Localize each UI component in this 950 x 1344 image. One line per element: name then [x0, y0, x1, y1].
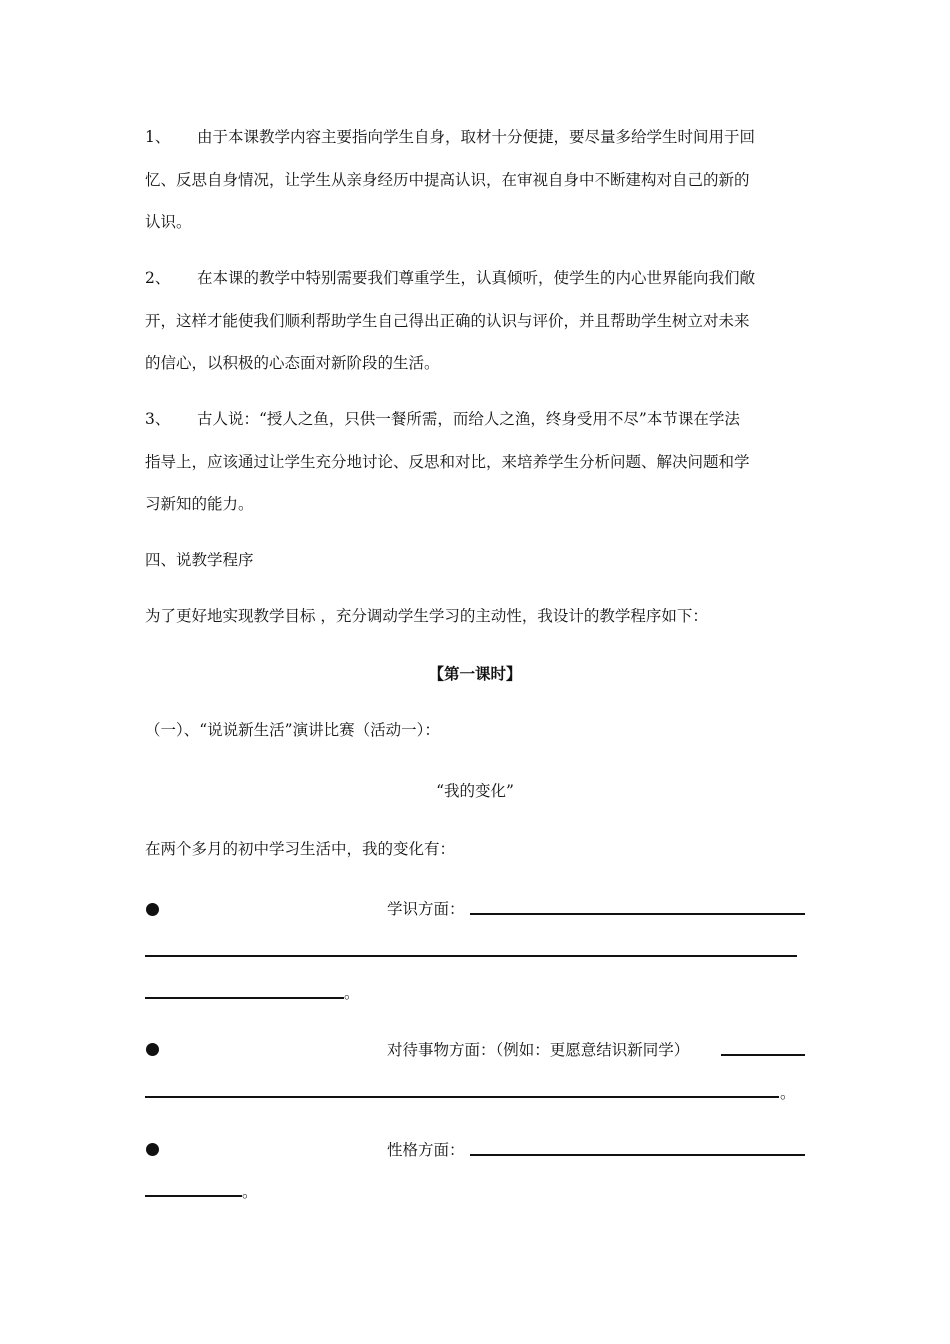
fill-blank-line[interactable]	[145, 1096, 779, 1098]
prompt-text: 在两个多月的初中学习生活中，我的变化有：	[145, 840, 456, 858]
item-1-number: 1、	[145, 128, 171, 146]
fill-blank-line[interactable]	[470, 913, 805, 915]
period-mark: 。	[780, 1084, 796, 1102]
item-2-line-3: 的信心，以积极的心态面对新阶段的生活。	[145, 354, 440, 372]
fill-blank-line[interactable]	[470, 1154, 805, 1156]
activity-heading: （一）、“说说新生活”演讲比赛（活动一）：	[145, 721, 440, 739]
bullet-label-attitude: 对待事物方面：（例如：更愿意结识新同学）	[387, 1041, 690, 1059]
period-mark: 。	[344, 984, 360, 1002]
intro-paragraph: 为了更好地实现教学目标 ，充分调动学生学习的主动性，我设计的教学程序如下：	[145, 607, 708, 625]
item-2-line-2: 开，这样才能使我们顺利帮助学生自己得出正确的认识与评价，并且帮助学生树立对未来	[145, 312, 750, 330]
item-3-line-2: 指导上，应该通过让学生充分地讨论、反思和对比，来培养学生分析问题、解决问题和学	[145, 453, 750, 471]
bullet-label-knowledge: 学识方面：	[387, 900, 465, 918]
fill-blank-line[interactable]	[721, 1054, 805, 1056]
period-mark: 。	[242, 1183, 258, 1201]
topic-title: “我的变化”	[436, 782, 514, 800]
item-1-line-1: 1、 由于本课教学内容主要指向学生自身，取材十分便捷，要尽量多给学生时间用于回	[145, 128, 756, 146]
bullet-dot-3	[146, 1143, 159, 1156]
bullet-label-personality: 性格方面：	[387, 1141, 465, 1159]
item-1-line-2: 忆、反思自身情况，让学生从亲身经历中提高认识，在审视自身中不断建构对自己的新的	[145, 171, 750, 189]
item-3-line-3: 习新知的能力。	[145, 495, 254, 513]
item-3-number: 3、	[145, 410, 171, 428]
bullet-dot-1	[146, 903, 159, 916]
section-heading: 四、说教学程序	[145, 551, 254, 569]
fill-blank-line[interactable]	[145, 955, 797, 957]
lesson-title: 【第一课时】	[428, 664, 522, 683]
item-1-line-3: 认识。	[145, 213, 192, 231]
fill-blank-line[interactable]	[145, 1195, 242, 1197]
item-2-line-1: 2、 在本课的教学中特别需要我们尊重学生，认真倾听，使学生的内心世界能向我们敞	[145, 269, 756, 287]
item-2-number: 2、	[145, 269, 171, 287]
bullet-dot-2	[146, 1043, 159, 1056]
fill-blank-line[interactable]	[145, 997, 344, 999]
item-3-line-1: 3、 古人说：“授人之鱼，只供一餐所需，而给人之渔，终身受用不尽”本节课在学法	[145, 410, 740, 428]
